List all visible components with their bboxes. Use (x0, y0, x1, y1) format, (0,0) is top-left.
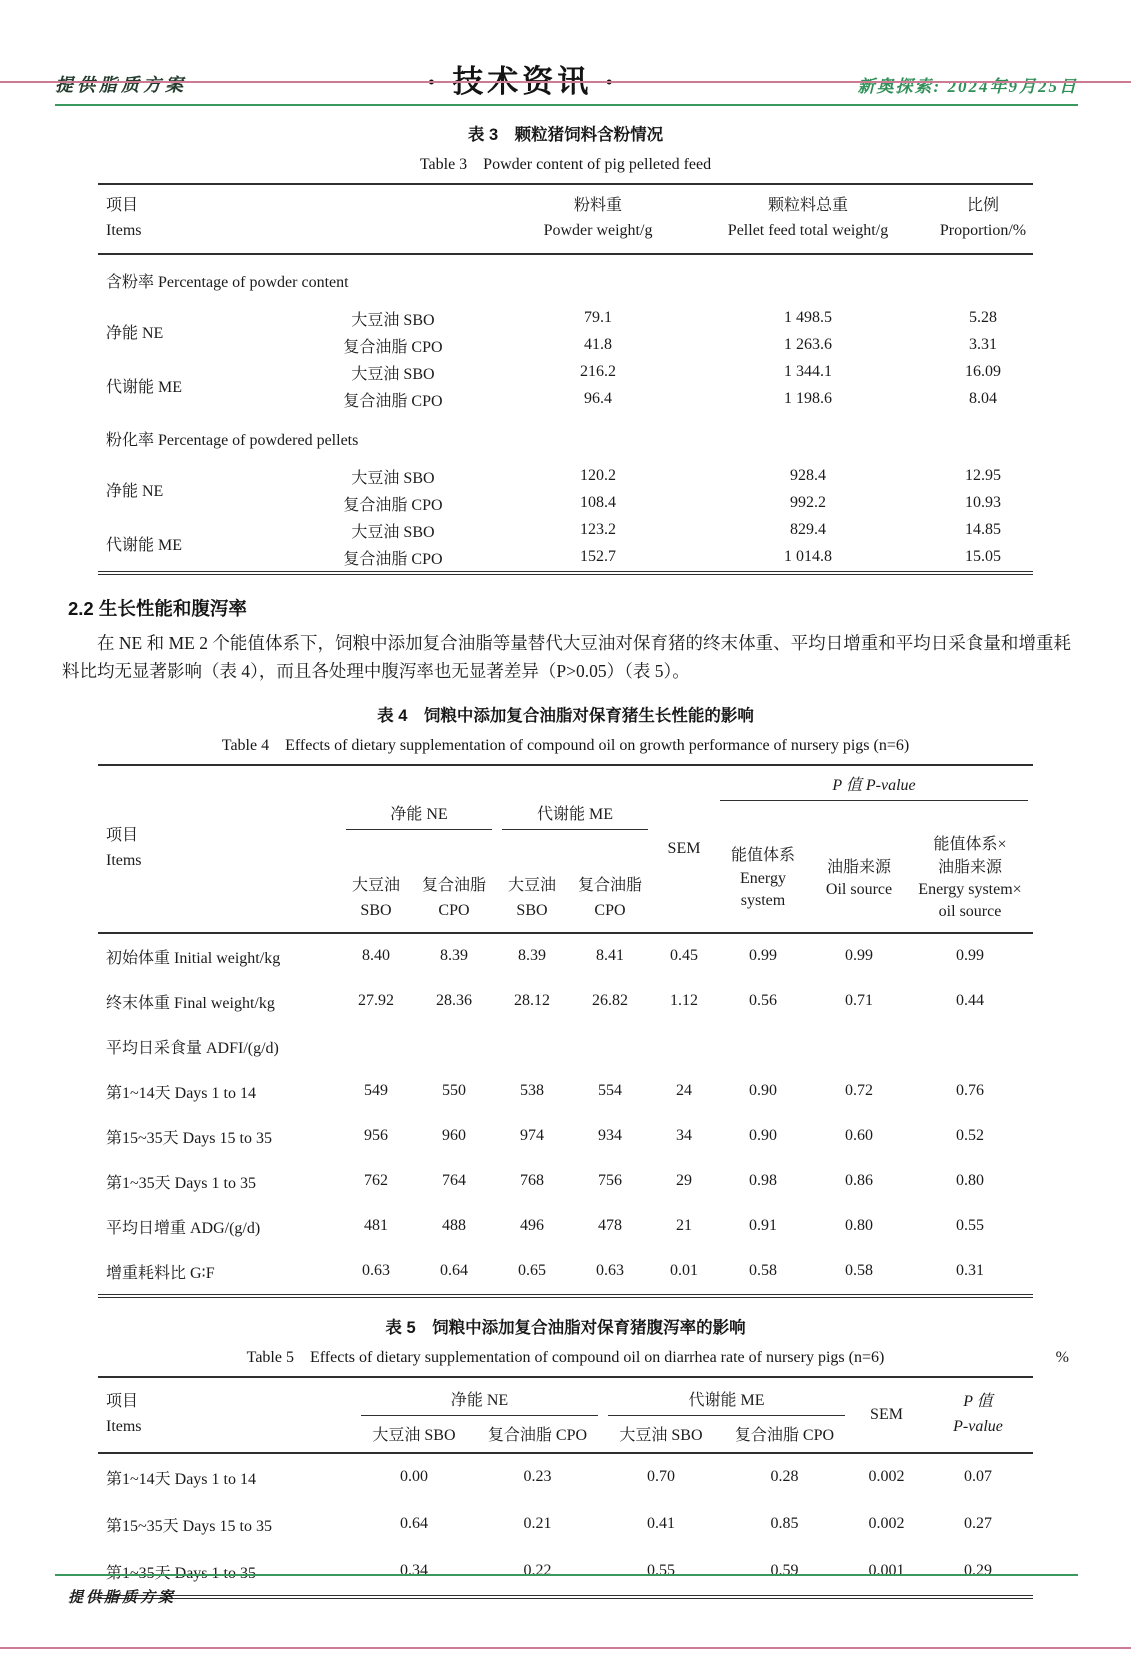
col-label-en: SBO (360, 902, 392, 920)
value-cell: 0.99 (956, 947, 984, 965)
value-cell: 0.52 (956, 1127, 984, 1145)
value-cell: 28.36 (435, 992, 472, 1010)
group-underline (608, 1415, 845, 1416)
table3-title-zh: 表 3 颗粒猪饲料含粉情况 (467, 126, 664, 144)
group-label: 净能 NE (450, 1391, 509, 1409)
table5-subcol-sbo-me: 大豆油 SBO (619, 1426, 703, 1444)
value-cell: 0.98 (749, 1172, 777, 1190)
value-cell: 0.91 (749, 1217, 777, 1235)
value-cell: 0.55 (646, 1562, 675, 1580)
value-cell: 1 344.1 (784, 363, 832, 381)
table4-group-me (497, 765, 653, 832)
value-cell: 0.31 (956, 1262, 984, 1280)
value-cell: 0.86 (845, 1172, 873, 1190)
value-cell: 0.001 (868, 1562, 905, 1580)
value-cell: 0.58 (845, 1262, 873, 1280)
col-label-en: oil source (938, 903, 1002, 921)
value-cell: 8.41 (595, 947, 624, 965)
value-cell: 0.90 (749, 1082, 777, 1100)
group-label: P 值 P-value (832, 777, 916, 795)
value-cell: 24 (676, 1082, 692, 1100)
value-cell: 478 (597, 1217, 622, 1235)
value-cell: 934 (597, 1127, 622, 1145)
col-label-zh: 大豆油 (351, 877, 400, 895)
table5-subcol-cpo-me: 复合油脂 CPO (734, 1426, 835, 1444)
table5-group-ne (356, 1377, 603, 1418)
group-underline (720, 800, 1028, 801)
value-cell: 0.99 (749, 947, 777, 965)
table-row (98, 1114, 1033, 1159)
footer-rule (55, 1574, 1078, 1576)
table5-title-en: Table 5 Effects of dietary supplementation of compound oil on diarrhea rate of nursery pigs (n=6) (246, 1348, 885, 1366)
table-row (98, 463, 1033, 490)
table5 (98, 1376, 1033, 1599)
value-cell: 0.63 (361, 1262, 390, 1280)
value-cell: 0.002 (868, 1515, 905, 1533)
header-column-title: · 技术资讯 · (426, 64, 619, 99)
value-cell: 8.04 (969, 390, 997, 408)
section-label: 平均日采食量 ADFI/(g/d) (105, 1039, 279, 1057)
table-row (98, 1249, 1033, 1296)
table3-col-items (98, 184, 513, 254)
value-cell: 0.22 (523, 1562, 552, 1580)
row-label: 第15~35天 Days 15 to 35 (105, 1129, 272, 1147)
col-label-zh: 项目 (105, 827, 138, 845)
table5-title-zh: 表 5 饲粮中添加复合油脂对保育猪腹泻率的影响 (385, 1318, 746, 1337)
table4-pcol-energy-system (715, 832, 811, 933)
value-cell: 216.2 (580, 363, 616, 381)
value-cell: 554 (597, 1082, 622, 1100)
value-cell: 27.92 (357, 992, 394, 1010)
value-cell: 1 014.8 (784, 548, 832, 566)
value-cell: 0.56 (749, 992, 777, 1010)
table-row (98, 979, 1033, 1024)
col-label-en: Energy system× (918, 881, 1022, 899)
value-cell: 0.76 (956, 1082, 984, 1100)
value-cell: 0.99 (845, 947, 873, 965)
col-label-zh: 粉料重 (573, 197, 622, 214)
oil-label: 大豆油 SBO (351, 469, 435, 487)
value-cell: 481 (363, 1217, 388, 1235)
value-cell: 28.12 (513, 992, 550, 1010)
value-cell: 3.31 (969, 336, 997, 354)
table4-title-zh: 表 4 饲粮中添加复合油脂对保育猪生长性能的影响 (377, 707, 754, 726)
table4-group-pvalue (715, 765, 1033, 832)
page-bottom-border (0, 1647, 1131, 1649)
table5-col-items (98, 1377, 356, 1453)
value-cell: 1 498.5 (784, 309, 832, 327)
table4-subcol-sbo-ne (341, 832, 411, 933)
group-label: 净能 NE (390, 806, 448, 824)
value-cell: 0.01 (670, 1262, 698, 1280)
table5-group-me (603, 1377, 850, 1418)
table-row (98, 933, 1033, 979)
table4-group-ne (341, 765, 497, 832)
col-label-zh: 油脂来源 (826, 858, 891, 876)
value-cell: 928.4 (790, 467, 826, 485)
col-label-en: Items (105, 221, 142, 239)
table3-title-en: Table 3 Powder content of pig pelleted feed (419, 156, 712, 173)
table4-col-sem: SEM (667, 840, 701, 858)
col-label-en: CPO (594, 902, 626, 920)
row-label: 第1~35天 Days 1 to 35 (105, 1564, 256, 1582)
table4-subcol-sbo-me (497, 832, 567, 933)
oil-label: 大豆油 SBO (351, 311, 435, 329)
value-cell: 0.72 (845, 1082, 873, 1100)
value-cell: 538 (519, 1082, 544, 1100)
row-label: 第15~35天 Days 15 to 35 (105, 1517, 272, 1535)
table-row (98, 359, 1033, 386)
value-cell: 764 (441, 1172, 466, 1190)
col-label-en: P-value (953, 1417, 1003, 1435)
col-label-zh: 项目 (105, 1393, 138, 1411)
table-row (98, 1159, 1033, 1204)
value-cell: 0.00 (399, 1468, 428, 1486)
value-cell: 762 (363, 1172, 388, 1190)
row-label: 第1~14天 Days 1 to 14 (105, 1470, 256, 1488)
table5-col-sem: SEM (870, 1405, 903, 1423)
table3 (98, 183, 1033, 575)
group-label: 代谢能 ME (536, 806, 613, 824)
value-cell: 152.7 (580, 548, 616, 566)
group-underline (361, 1415, 598, 1416)
table4-pcol-interaction (907, 832, 1033, 933)
col-label-en: Oil source (825, 881, 893, 899)
col-label-en: Proportion/% (939, 221, 1027, 239)
row-label: 增重耗料比 G∶F (105, 1264, 215, 1282)
value-cell: 8.39 (517, 947, 546, 965)
value-cell: 12.95 (965, 467, 1001, 485)
value-cell: 0.85 (770, 1515, 799, 1533)
value-cell: 26.82 (591, 992, 628, 1010)
value-cell: 829.4 (790, 521, 826, 539)
table-row (98, 1453, 1033, 1501)
header-issue-date: 新奥探索: 2024年9月25日 (857, 77, 1078, 96)
group-label: 代谢能 ME (105, 537, 182, 555)
col-label-zh: 项目 (105, 197, 138, 214)
value-cell: 1 263.6 (784, 336, 832, 354)
value-cell: 0.64 (399, 1515, 428, 1533)
col-label-zh: 大豆油 (507, 877, 556, 895)
table3-col-pellet-total-weight (683, 184, 933, 254)
value-cell: 0.90 (749, 1127, 777, 1145)
table5-subcol-cpo-ne: 复合油脂 CPO (487, 1426, 588, 1444)
value-cell: 0.80 (956, 1172, 984, 1190)
value-cell: 0.70 (646, 1468, 675, 1486)
value-cell: 120.2 (580, 467, 616, 485)
value-cell: 0.80 (845, 1217, 873, 1235)
value-cell: 488 (441, 1217, 466, 1235)
value-cell: 8.40 (361, 947, 390, 965)
value-cell: 0.71 (845, 992, 873, 1010)
value-cell: 0.27 (964, 1515, 992, 1533)
value-cell: 0.41 (646, 1515, 675, 1533)
value-cell: 34 (676, 1127, 692, 1145)
value-cell: 1.12 (670, 992, 698, 1010)
col-label-zh: 能值体系 (730, 847, 795, 865)
value-cell: 15.05 (965, 548, 1001, 566)
group-label: 净能 NE (105, 483, 164, 501)
value-cell: 0.59 (770, 1562, 799, 1580)
value-cell: 768 (519, 1172, 544, 1190)
table-row (98, 1501, 1033, 1548)
value-cell: 0.45 (670, 947, 698, 965)
table-row (98, 1204, 1033, 1249)
value-cell: 10.93 (965, 494, 1001, 512)
value-cell: 21 (676, 1217, 692, 1235)
table-row (98, 1548, 1033, 1597)
value-cell: 108.4 (580, 494, 616, 512)
table4-col-items (98, 765, 341, 933)
table5-col-pvalue (923, 1377, 1033, 1453)
value-cell: 0.23 (523, 1468, 552, 1486)
table3-col-powder-weight (513, 184, 683, 254)
value-cell: 0.34 (399, 1562, 428, 1580)
value-cell: 0.21 (523, 1515, 552, 1533)
value-cell: 992.2 (790, 494, 826, 512)
group-label: 净能 NE (105, 325, 164, 343)
value-cell: 0.65 (517, 1262, 546, 1280)
col-label-en: system (740, 892, 786, 910)
value-cell: 96.4 (584, 390, 612, 408)
value-cell: 0.28 (770, 1468, 799, 1486)
row-label: 第1~35天 Days 1 to 35 (105, 1174, 256, 1192)
table4 (98, 764, 1033, 1298)
value-cell: 0.29 (964, 1562, 992, 1580)
value-cell: 0.64 (439, 1262, 468, 1280)
col-label-en: Energy (740, 869, 786, 887)
section-label: 含粉率 Percentage of powder content (105, 273, 349, 291)
table4-section-row (98, 1024, 1033, 1069)
oil-label: 复合油脂 CPO (343, 338, 443, 356)
oil-label: 复合油脂 CPO (343, 550, 443, 568)
section-2-2-heading: 2.2 生长性能和腹泻率 (68, 597, 247, 619)
section-label: 粉化率 Percentage of powdered pellets (105, 431, 359, 449)
table4-pcol-oil-source (811, 832, 907, 933)
table3-col-proportion (933, 184, 1033, 254)
col-label-zh: 复合油脂 (577, 877, 642, 895)
table3-section-row (98, 413, 1033, 463)
footer-slogan: 提供脂质方案 (68, 1590, 177, 1606)
value-cell: 550 (441, 1082, 466, 1100)
table-row (98, 305, 1033, 332)
value-cell: 5.28 (969, 309, 997, 327)
value-cell: 956 (363, 1127, 388, 1145)
value-cell: 756 (597, 1172, 622, 1190)
value-cell: 0.44 (956, 992, 984, 1010)
value-cell: 0.63 (595, 1262, 624, 1280)
group-label: 代谢能 ME (688, 1391, 765, 1409)
table5-unit: % (1055, 1348, 1069, 1366)
col-label-zh: 比例 (966, 197, 999, 214)
value-cell: 0.55 (956, 1217, 984, 1235)
oil-label: 大豆油 SBO (351, 365, 435, 383)
page-top-border (0, 81, 1131, 83)
header-rule (55, 104, 1078, 106)
table-row (98, 517, 1033, 544)
group-underline (502, 829, 648, 830)
col-label-en: SBO (516, 902, 548, 920)
value-cell: 8.39 (439, 947, 468, 965)
col-label-en: Items (105, 852, 142, 870)
col-label-zh: 油脂来源 (937, 858, 1002, 876)
value-cell: 960 (441, 1127, 466, 1145)
row-label: 初始体重 Initial weight/kg (105, 949, 281, 967)
header-left-slogan: 提供脂质方案 (55, 75, 187, 95)
value-cell: 549 (363, 1082, 388, 1100)
table4-subcol-cpo-ne (411, 832, 497, 933)
oil-label: 复合油脂 CPO (343, 496, 443, 514)
value-cell: 123.2 (580, 521, 616, 539)
value-cell: 0.60 (845, 1127, 873, 1145)
value-cell: 0.002 (868, 1468, 905, 1486)
value-cell: 0.07 (964, 1468, 992, 1486)
table4-subcol-cpo-me (567, 832, 653, 933)
col-label-en: Powder weight/g (543, 221, 653, 239)
value-cell: 41.8 (584, 336, 612, 354)
value-cell: 974 (519, 1127, 544, 1145)
col-label-en: CPO (438, 902, 470, 920)
value-cell: 14.85 (965, 521, 1001, 539)
value-cell: 1 198.6 (784, 390, 832, 408)
col-label-zh: P 值 (963, 1393, 993, 1411)
oil-label: 复合油脂 CPO (343, 392, 443, 410)
value-cell: 0.58 (749, 1262, 777, 1280)
table3-section-row (98, 254, 1033, 305)
value-cell: 29 (676, 1172, 692, 1190)
col-label-zh: 复合油脂 (421, 877, 486, 895)
table4-title-en: Table 4 Effects of dietary supplementation of compound oil on growth performance of nursery pigs (n=6) (221, 737, 910, 755)
value-cell: 496 (519, 1217, 544, 1235)
col-label-zh: 能值体系× (933, 836, 1007, 854)
group-underline (346, 829, 492, 830)
row-label: 平均日增重 ADG/(g/d) (105, 1219, 261, 1237)
row-label: 终末体重 Final weight/kg (105, 994, 275, 1012)
table-row (98, 1069, 1033, 1114)
section-2-2-paragraph: 在 NE 和 ME 2 个能值体系下，饲粮中添加复合油脂等量替代大豆油对保育猪的终末体重、平均日增重和平均日采食量和增重耗料比均无显著影响（表 4），而且各处理中腹泻率也无显著差异（P>0.05）（表 5）。 (62, 632, 1071, 681)
col-label-en: Pellet feed total weight/g (727, 221, 889, 239)
table5-subcol-sbo-ne: 大豆油 SBO (372, 1426, 456, 1444)
col-label-en: Items (105, 1417, 142, 1435)
oil-label: 大豆油 SBO (351, 523, 435, 541)
row-label: 第1~14天 Days 1 to 14 (105, 1084, 256, 1102)
value-cell: 16.09 (965, 363, 1001, 381)
group-label: 代谢能 ME (105, 379, 182, 397)
col-label-zh: 颗粒料总重 (767, 197, 848, 214)
value-cell: 79.1 (584, 309, 612, 327)
